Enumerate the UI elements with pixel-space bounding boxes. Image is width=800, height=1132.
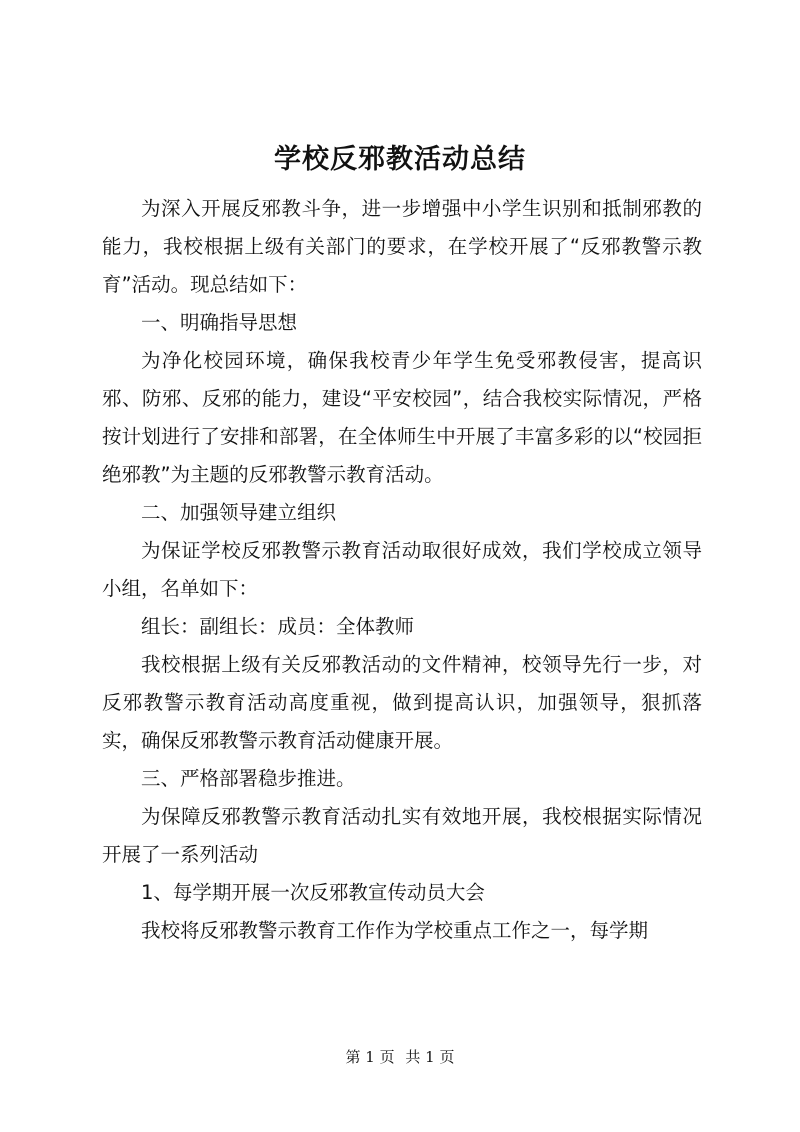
document-body bbox=[102, 190, 702, 950]
paragraph: 为保障反邪教警示教育活动扎实有效地开展，我校根据实际情况开展了一系列活动 bbox=[102, 805, 702, 866]
paragraph: 我校根据上级有关反邪教活动的文件精神，校领导先行一步，对反邪教警示教育活动高度重视，做到提高认识，加强领导，狠抓落实，确保反邪教警示教育活动健康开展。 bbox=[102, 653, 702, 752]
section-heading-3: 三、严格部署稳步推进。 bbox=[141, 767, 356, 790]
page-number: 第 1 页 bbox=[345, 1048, 395, 1066]
paragraph: 我校将反邪教警示教育工作作为学校重点工作之一，每学期 bbox=[141, 919, 649, 942]
section-heading-2: 二、加强领导建立组织 bbox=[141, 501, 337, 524]
document-title: 学校反邪教活动总结 bbox=[274, 144, 526, 175]
leader-list: 组长：副组长：成员：全体教师 bbox=[141, 615, 415, 638]
paragraph: 为净化校园环境，确保我校青少年学生免受邪教侵害，提高识邪、防邪、反邪的能力，建设“平安校园”，结合我校实际情况，严格按计划进行了安排和部署，在全体师生中开展了丰富多彩的以“校园拒绝邪教”为主题的反邪教警示教育活动。 bbox=[102, 349, 702, 486]
intro-paragraph: 为深入开展反邪教斗争，进一步增强中小学生识别和抵制邪教的能力，我校根据上级有关部门的要求，在学校开展了“反邪教警示教育”活动。现总结如下： bbox=[102, 197, 702, 296]
page-total: 共 1 页 bbox=[405, 1048, 455, 1066]
section-heading-1: 一、明确指导思想 bbox=[141, 311, 298, 334]
page-footer bbox=[0, 1047, 800, 1067]
paragraph: 为保证学校反邪教警示教育活动取很好成效，我们学校成立领导小组，名单如下： bbox=[102, 539, 702, 600]
subsection-heading-1: 1、每学期开展一次反邪教宣传动员大会 bbox=[141, 881, 485, 904]
